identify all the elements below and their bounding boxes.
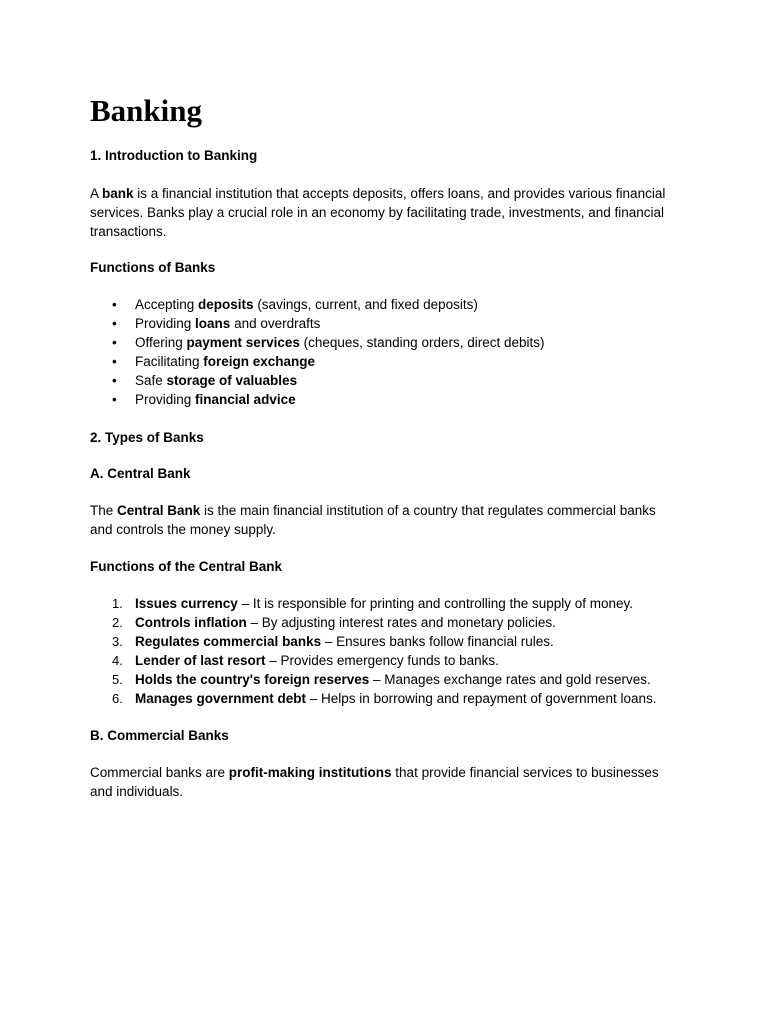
commercial-text-2: that provide financial services to businesses and individuals. [90,765,659,799]
list-item [90,295,545,314]
list-item [90,333,545,352]
item-text: and overdrafts [230,316,321,331]
list-number: 2. [112,615,123,630]
list-item [90,613,656,632]
document-title: Banking [90,93,203,128]
item-bold: foreign exchange [203,354,316,369]
list-item [90,689,656,708]
item-text: Providing [135,392,196,407]
bullet-icon: • [112,373,117,388]
bullet-icon: • [112,354,117,369]
subheading-functions-of-central-bank: Functions of the Central Bank [90,559,283,574]
item-text: – Provides emergency funds to banks. [265,653,499,668]
intro-bold-bank: bank [102,186,134,201]
list-item [90,371,545,390]
item-text: (savings, current, and fixed deposits) [253,297,478,312]
subheading-commercial-banks: B. Commercial Banks [90,728,229,743]
subheading-functions-of-banks: Functions of Banks [90,260,216,275]
list-item [90,651,656,670]
bullet-icon: • [112,335,117,350]
list-number: 5. [112,672,123,687]
commercial-banks-paragraph [90,763,682,801]
section-heading-introduction: 1. Introduction to Banking [90,148,258,163]
central-text-1: The [90,503,118,518]
commercial-text-1: Commercial banks are [90,765,229,780]
bullet-icon: • [112,297,117,312]
item-text: – It is responsible for printing and controlling the supply of money. [237,596,634,611]
list-item [90,352,545,371]
item-text: Offering [135,335,187,350]
item-bold: deposits [198,297,254,312]
item-bold: Regulates commercial banks [135,634,322,649]
intro-text-2: is a financial institution that accepts deposits, offers loans, and provides various financial services. Banks play a crucial role in an economy by facilitating trade, investments, and financial transactions. [90,186,666,239]
item-text: – By adjusting interest rates and monetary policies. [246,615,556,630]
list-item [90,594,656,613]
item-bold: Lender of last resort [135,653,266,668]
intro-paragraph [90,184,682,241]
item-bold: Manages government debt [135,691,307,706]
list-number: 3. [112,634,123,649]
item-bold: financial advice [195,392,296,407]
item-text: – Manages exchange rates and gold reserves. [369,672,651,687]
item-text: – Helps in borrowing and repayment of government loans. [306,691,657,706]
intro-text-1: A [90,186,103,201]
item-text: Providing [135,316,196,331]
item-bold: loans [195,316,231,331]
item-text: Safe [135,373,167,388]
central-bank-paragraph [90,501,682,539]
list-item [90,314,545,333]
section-heading-types-of-banks: 2. Types of Banks [90,430,204,445]
commercial-bold: profit-making institutions [228,765,392,780]
list-item [90,670,656,689]
central-text-2: is the main financial institution of a country that regulates commercial banks and controls the money supply. [90,503,656,537]
list-item [90,390,545,409]
list-number: 1. [112,596,123,611]
bullet-icon: • [112,316,117,331]
subheading-central-bank: A. Central Bank [90,466,191,481]
item-bold: Controls inflation [135,615,247,630]
central-bold: Central Bank [117,503,201,518]
item-text: – Ensures banks follow financial rules. [321,634,554,649]
item-bold: storage of valuables [166,373,298,388]
item-text: (cheques, standing orders, direct debits) [299,335,545,350]
item-text: Facilitating [135,354,204,369]
list-number: 6. [112,691,123,706]
central-bank-functions-list [90,594,656,708]
item-text: Accepting [135,297,199,312]
bullet-icon: • [112,392,117,407]
item-bold: Issues currency [135,596,238,611]
bank-functions-list [90,295,545,409]
list-number: 4. [112,653,123,668]
item-bold: payment services [186,335,300,350]
list-item [90,632,656,651]
item-bold: Holds the country's foreign reserves [135,672,370,687]
